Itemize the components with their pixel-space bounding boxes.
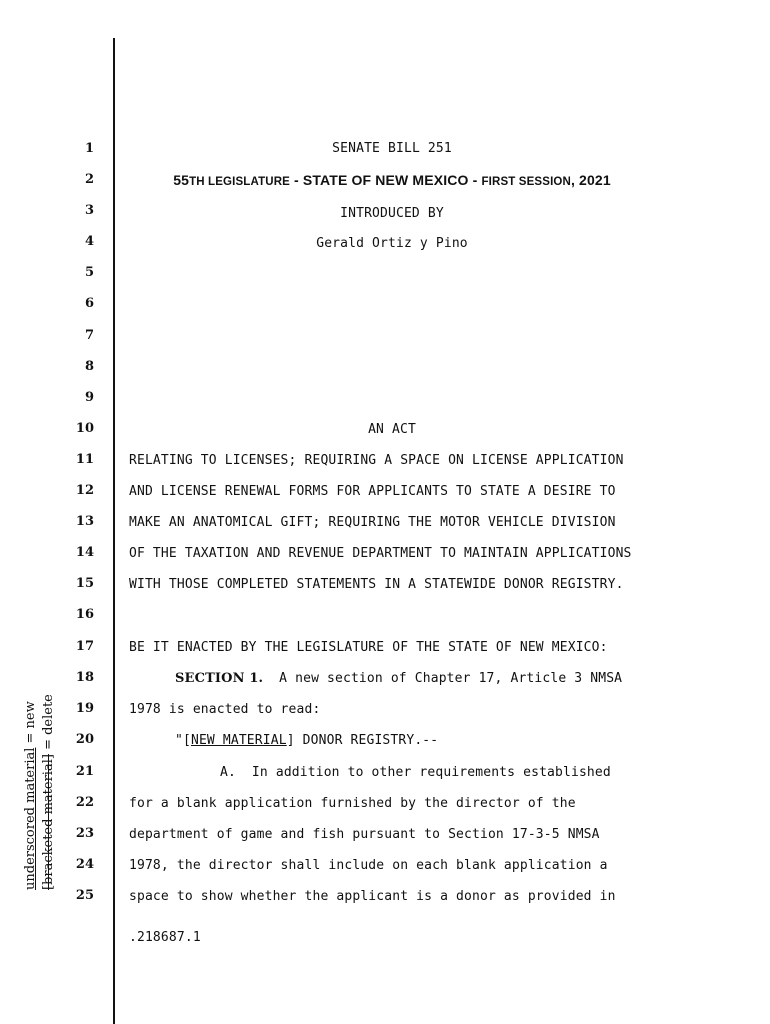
section-1-line	[175, 671, 622, 687]
line-number: 23	[75, 826, 94, 841]
line-number: 19	[75, 701, 94, 716]
sponsor-name: Gerald Ortiz y Pino	[316, 236, 468, 251]
line-number: 4	[84, 234, 94, 249]
new-material-marker: NEW MATERIAL	[190, 733, 287, 748]
act-line: AND LICENSE RENEWAL FORMS FOR APPLICANTS TO STATE A DESIRE TO	[129, 484, 616, 499]
body-line: 1978, the director shall include on each blank application a	[129, 858, 608, 873]
line-number: 7	[84, 328, 94, 343]
legend-delete	[40, 620, 58, 890]
header-dash: -	[289, 172, 303, 188]
registry-title: ] DONOR REGISTRY.--	[286, 733, 439, 748]
act-line: OF THE TAXATION AND REVENUE DEPARTMENT TO MAINTAIN APPLICATIONS	[129, 546, 632, 561]
session-year: , 2021	[570, 172, 611, 188]
act-line: RELATING TO LICENSES; REQUIRING A SPACE ON LICENSE APPLICATION	[129, 453, 624, 468]
legend-new	[22, 620, 40, 890]
line-number: 5	[84, 265, 94, 280]
quote-open: "[	[175, 733, 191, 748]
legend-underscored: underscored material	[23, 747, 38, 890]
act-line: WITH THOSE COMPLETED STATEMENTS IN A STATEWIDE DONOR REGISTRY.	[129, 577, 624, 592]
legislature-suffix: TH LEGISLATURE	[189, 176, 290, 188]
legend-eq-delete: = delete	[41, 694, 56, 755]
line-number: 8	[84, 359, 94, 374]
line-number: 12	[75, 483, 94, 498]
line-number: 6	[84, 296, 94, 311]
body-line: for a blank application furnished by the director of the	[129, 796, 576, 811]
line-number: 16	[75, 607, 94, 622]
legislature-line	[129, 172, 655, 190]
act-title: AN ACT	[368, 422, 416, 437]
new-material-heading	[175, 733, 438, 749]
line-number: 10	[75, 421, 94, 436]
line-number: 22	[75, 795, 94, 810]
line-number: 15	[75, 576, 94, 591]
line-number: 11	[75, 452, 94, 467]
line-number: 14	[75, 545, 94, 560]
line-number: 20	[75, 732, 94, 747]
section-label: SECTION 1.	[175, 671, 264, 686]
line-number: 25	[75, 888, 94, 903]
legend-bracketed: [bracketed material]	[41, 754, 56, 890]
body-line: department of game and fish pursuant to Section 17-3-5 NMSA	[129, 827, 600, 842]
line-number: 9	[84, 390, 94, 405]
line-number: 1	[84, 141, 94, 156]
legislature-number: 55	[173, 172, 190, 188]
act-line: MAKE AN ANATOMICAL GIFT; REQUIRING THE MOTOR VEHICLE DIVISION	[129, 515, 616, 530]
subsection-a: A. In addition to other requirements established	[220, 765, 611, 780]
introduced-by: INTRODUCED BY	[340, 206, 444, 221]
state-name: STATE OF NEW MEXICO	[302, 172, 469, 188]
line-number: 18	[75, 670, 94, 685]
line-number: 3	[84, 203, 94, 218]
bill-number: SENATE BILL 251	[332, 141, 452, 156]
line-number: 13	[75, 514, 94, 529]
line-number: 24	[75, 857, 94, 872]
session-name: FIRST SESSION	[481, 176, 571, 188]
margin-rule	[113, 38, 115, 1024]
enacting-clause: BE IT ENACTED BY THE LEGISLATURE OF THE STATE OF NEW MEXICO:	[129, 640, 608, 655]
header-dash: -	[468, 172, 482, 188]
body-line: 1978 is enacted to read:	[129, 702, 321, 717]
section-text: A new section of Chapter 17, Article 3 NMSA	[263, 671, 623, 686]
body-line: space to show whether the applicant is a donor as provided in	[129, 889, 616, 904]
document-code: .218687.1	[129, 930, 201, 945]
line-number: 2	[84, 172, 94, 187]
line-number: 21	[75, 764, 94, 779]
margin-legend	[22, 620, 58, 890]
line-number: 17	[75, 639, 94, 654]
legend-eq-new: = new	[23, 701, 38, 748]
